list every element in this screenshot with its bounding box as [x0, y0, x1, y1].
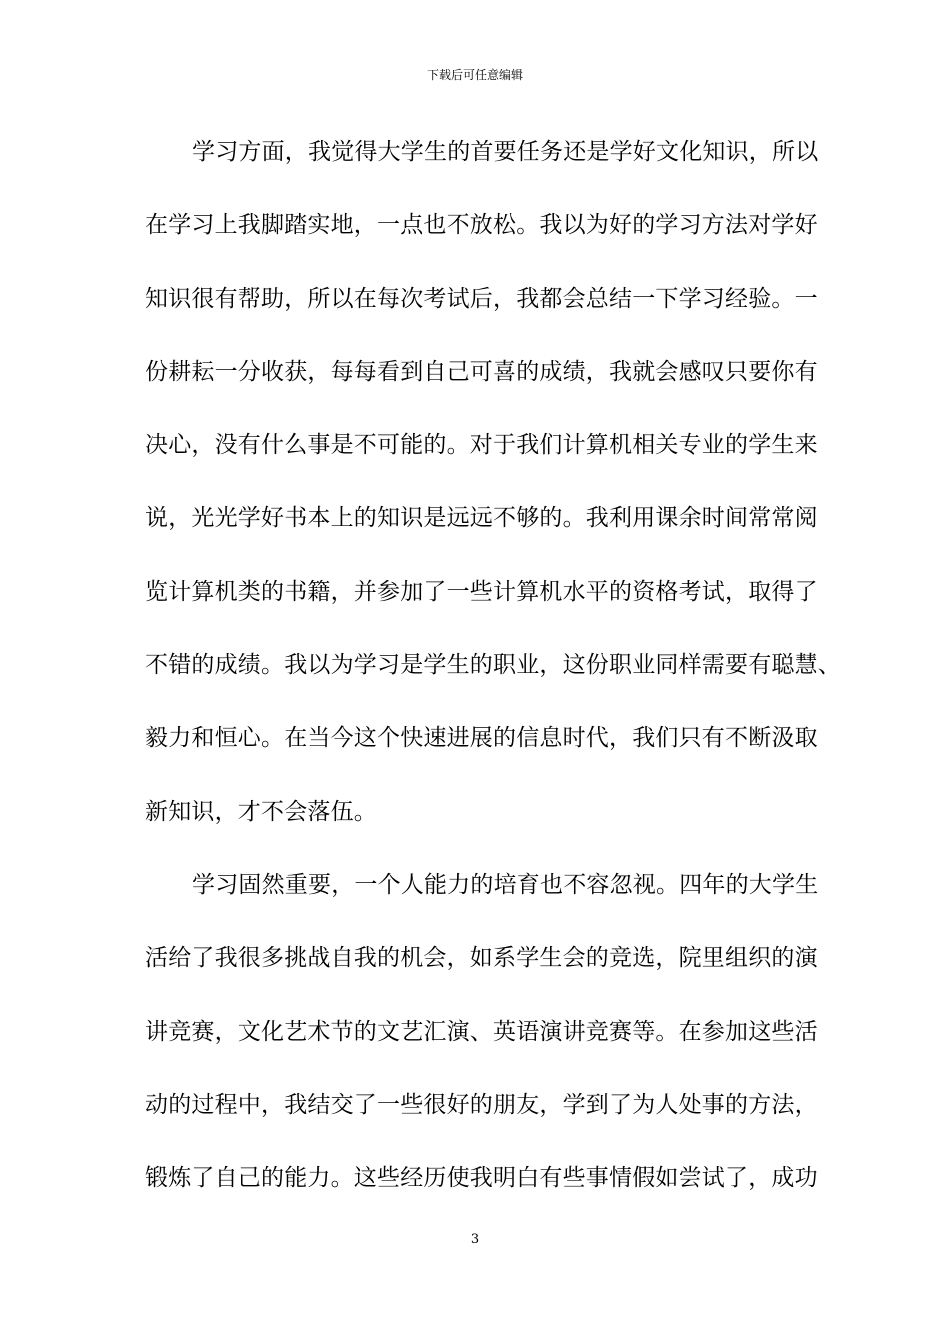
- document-body: [145, 130, 841, 1229]
- paragraph-line: 在学习上我脚踏实地，一点也不放松。我以为好的学习方法对学好: [145, 212, 818, 239]
- paragraph-line: 知识很有帮助，所以在每次考试后，我都会总结一下学习经验。一: [145, 285, 818, 312]
- page-header: 下载后可任意编辑: [426, 68, 523, 82]
- paragraph-line: 说，光光学好书本上的知识是远远不够的。我利用课余时间常常阅: [145, 505, 818, 532]
- paragraph-line: 览计算机类的书籍，并参加了一些计算机水平的资格考试，取得了: [145, 578, 818, 605]
- paragraph-line: 学习固然重要，一个人能力的培育也不容忽视。四年的大学生: [192, 871, 819, 898]
- paragraph-line: 学习方面，我觉得大学生的首要任务还是学好文化知识，所以: [192, 139, 819, 165]
- page-number: 3: [470, 1232, 480, 1247]
- paragraph-line: 份耕耘一分收获，每每看到自己可喜的成绩，我就会感叹只要你有: [145, 358, 818, 385]
- paragraph-line: 动的过程中，我结交了一些很好的朋友，学到了为人处事的方法，: [145, 1091, 818, 1118]
- paragraph-line: 毅力和恒心。在当今这个快速进展的信息时代，我们只有不断汲取: [145, 725, 818, 752]
- paragraph-line: 锻炼了自己的能力。这些经历使我明白有些事情假如尝试了，成功: [145, 1165, 818, 1192]
- paragraph-line: 新知识，才不会落伍。: [145, 798, 377, 825]
- paragraph-line: 讲竞赛，文化艺术节的文艺汇演、英语演讲竞赛等。在参加这些活: [145, 1018, 818, 1045]
- paragraph-line: 活给了我很多挑战自我的机会，如系学生会的竞选，院里组织的演: [145, 945, 818, 972]
- paragraph-line: 决心，没有什么事是不可能的。对于我们计算机相关专业的学生来: [145, 432, 818, 459]
- paragraph-line: 不错的成绩。我以为学习是学生的职业，这份职业同样需要有聪慧、: [145, 652, 841, 679]
